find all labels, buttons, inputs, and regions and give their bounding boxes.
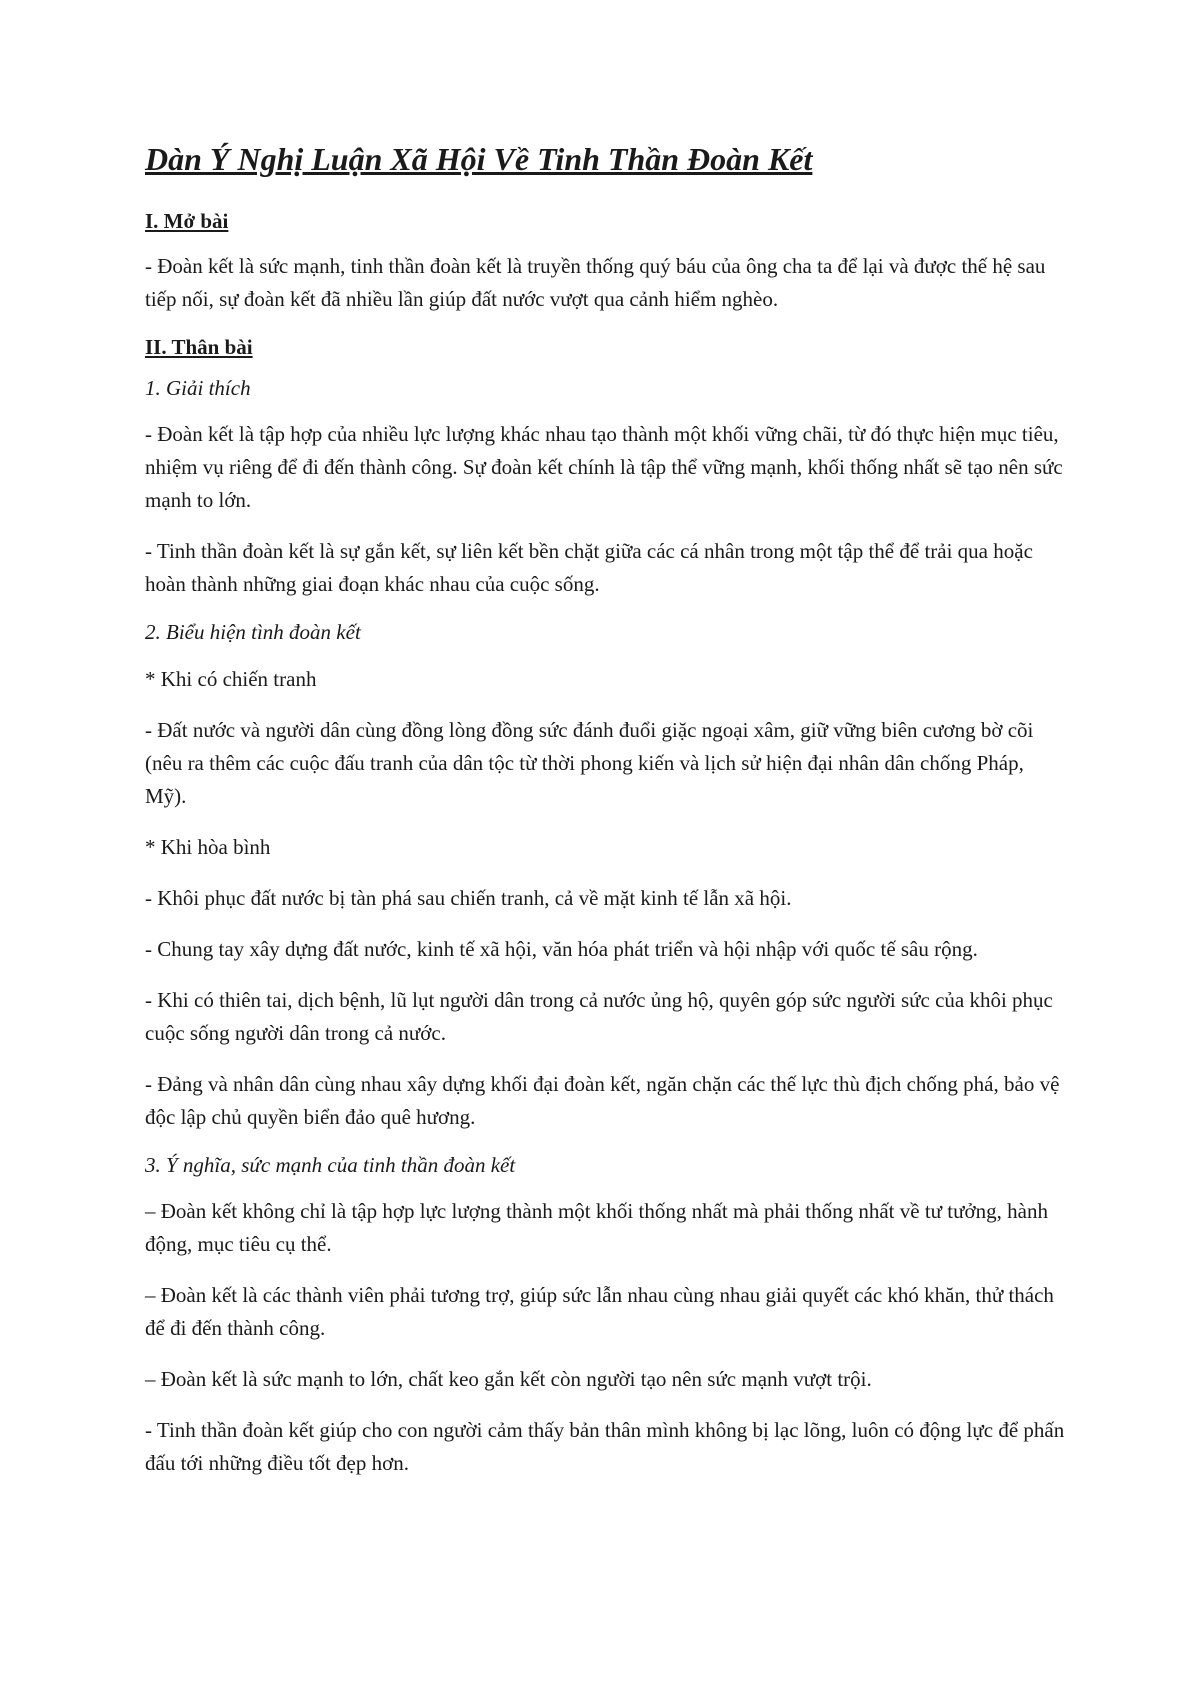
paragraph: - Khôi phục đất nước bị tàn phá sau chiến tranh, cả về mặt kinh tế lẫn xã hội. [145, 885, 792, 910]
subheading-y-nghia: 3. Ý nghĩa, sức mạnh của tinh thần đoàn kết [145, 1152, 516, 1177]
section-heading-mo-bai: I. Mở bài [145, 209, 229, 234]
subheading-giai-thich: 1. Giải thích [145, 375, 251, 400]
paragraph: - Chung tay xây dựng đất nước, kinh tế xã hội, văn hóa phát triển và hội nhập với quốc tế sâu rộng. [145, 936, 978, 961]
paragraph: * Khi hòa bình [145, 834, 271, 859]
paragraph: * Khi có chiến tranh [145, 666, 317, 691]
paragraph: - Tinh thần đoàn kết giúp cho con người cảm thấy bản thân mình không bị lạc lõng, luôn có động lực để phấn đấu tới những điều tốt đẹp hơn. [145, 1417, 1065, 1475]
paragraph: - Khi có thiên tai, dịch bệnh, lũ lụt người dân trong cả nước ủng hộ, quyên góp sức người sức của khôi phục cuộc sống người dân trong cả nước. [145, 987, 1053, 1045]
paragraph: - Đất nước và người dân cùng đồng lòng đồng sức đánh đuổi giặc ngoại xâm, giữ vững biên cương bờ cõi (nêu ra thêm các cuộc đấu tranh của dân tộc từ thời phong kiến và lịch sử hiện đại nhân dân chống Pháp, Mỹ). [145, 717, 1034, 808]
paragraph: - Đoàn kết là sức mạnh, tinh thần đoàn kết là truyền thống quý báu của ông cha ta để lại và được thế hệ sau tiếp nối, sự đoàn kết đã nhiều lần giúp đất nước vượt qua cảnh hiểm nghèo. [145, 253, 1046, 311]
section-heading-than-bai: II. Thân bài [145, 334, 253, 359]
paragraph: – Đoàn kết là sức mạnh to lớn, chất keo gắn kết còn người tạo nên sức mạnh vượt trội. [145, 1366, 872, 1391]
paragraph: – Đoàn kết là các thành viên phải tương trợ, giúp sức lẫn nhau cùng nhau giải quyết các khó khăn, thử thách để đi đến thành công. [145, 1282, 1054, 1340]
document-page [145, 140, 1065, 1498]
subheading-bieu-hien: 2. Biểu hiện tình đoàn kết [145, 620, 361, 645]
paragraph: – Đoàn kết không chỉ là tập hợp lực lượng thành một khối thống nhất mà phải thống nhất về tư tưởng, hành động, mục tiêu cụ thể. [145, 1198, 1048, 1256]
document-title: Dàn Ý Nghị Luận Xã Hội Về Tinh Thần Đoàn Kết [145, 141, 813, 177]
paragraph: - Tinh thần đoàn kết là sự gắn kết, sự liên kết bền chặt giữa các cá nhân trong một tập thể để trải qua hoặc hoàn thành những giai đoạn khác nhau của cuộc sống. [145, 539, 1033, 597]
paragraph: - Đảng và nhân dân cùng nhau xây dựng khối đại đoàn kết, ngăn chặn các thế lực thù địch chống phá, bảo vệ độc lập chủ quyền biển đảo quê hương. [145, 1071, 1060, 1129]
paragraph: - Đoàn kết là tập hợp của nhiều lực lượng khác nhau tạo thành một khối vững chãi, từ đó thực hiện mục tiêu, nhiệm vụ riêng để đi đến thành công. Sự đoàn kết chính là tập thể vững mạnh, khối thống nhất sẽ tạo nên sức mạnh to lớn. [145, 422, 1063, 513]
